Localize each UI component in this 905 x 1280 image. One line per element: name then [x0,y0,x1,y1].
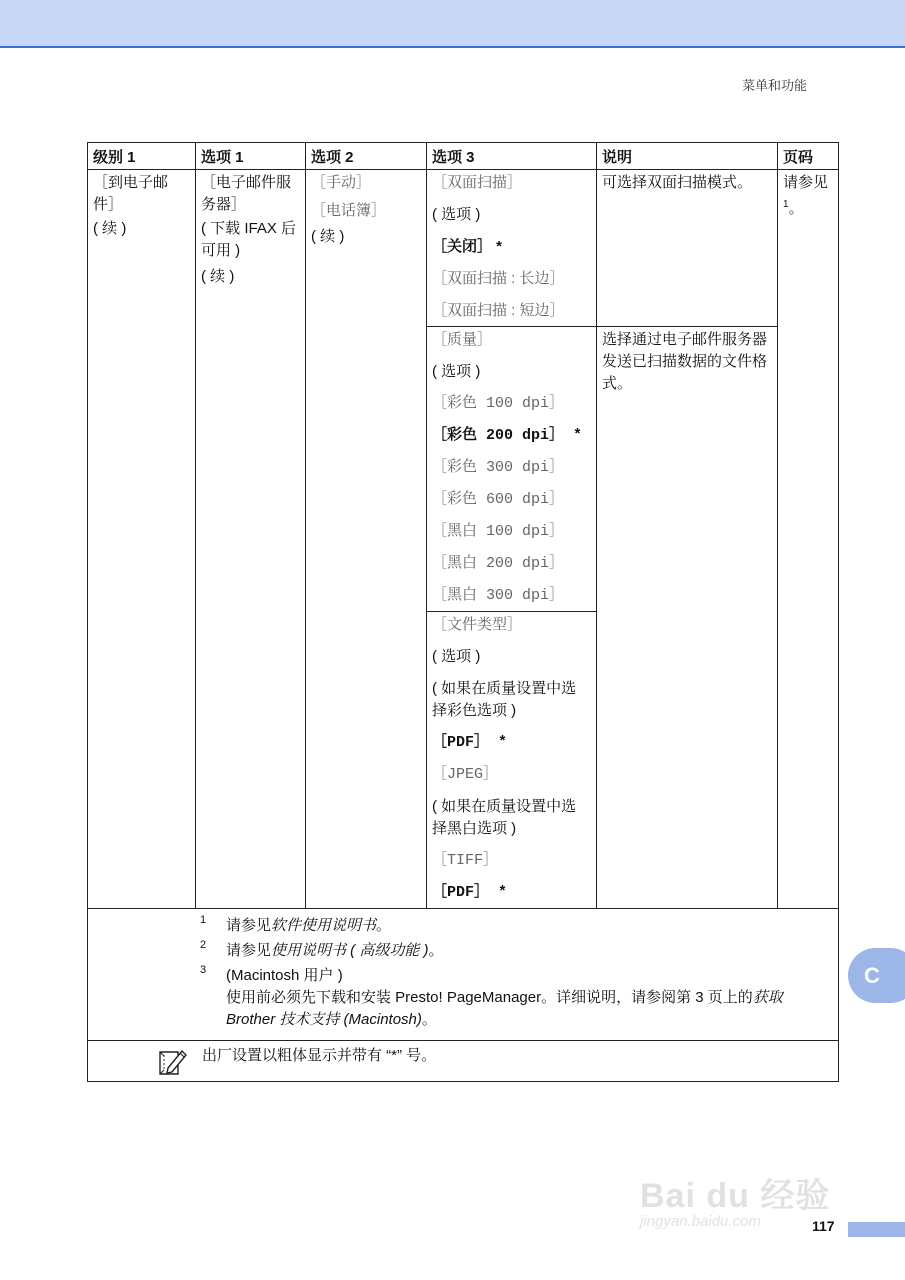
footnotes-row [88,909,839,1041]
note-text: 出厂设置以粗体显示并带有 “*” 号。 [202,1047,437,1064]
footnote-2-title: 使用说明书 ( 高级功能 ) [271,942,429,959]
filetype-pdf-default-color: ［PDF］ * [432,734,508,751]
page-ref-sup: 1 [783,199,789,210]
header-option1: 选项 1 [196,143,306,170]
quality-title: ［质量］ [432,331,493,348]
option3-filetype-cell [427,612,597,909]
note-row [88,1041,839,1082]
footnote-1-num: 1 [200,914,207,926]
header-option3: 选项 3 [427,143,597,170]
quality-color-300: ［彩色 300 dpi］ [432,459,565,476]
filetype-color-condition: ( 如果在质量设置中选择彩色选项 ) [432,680,577,719]
option1-continued: ( 续 ) [201,268,235,285]
page-ref-text: 请参见 [783,174,829,191]
appendix-tab: C [848,948,905,1003]
quality-options-label: ( 选项 ) [432,363,481,380]
footnote-1 [200,915,833,937]
footnote-1-title: 软件使用说明书 [271,917,377,934]
option1-cell [196,170,306,909]
footnote-3-line2: 使用前必须先下载和安装 Presto! PageManager。详细说明，请参阅第 3 页上的 [226,989,753,1006]
section-title: 菜单和功能 [741,78,807,93]
note-pencil-icon [156,1046,188,1078]
quality-bw-100: ［黑白 100 dpi］ [432,523,565,540]
quality-bw-200: ［黑白 200 dpi］ [432,555,565,572]
header-option2: 选项 2 [306,143,427,170]
option2-manual: ［手动］ [311,174,372,191]
table-header-row [88,143,839,170]
footnote-2-num: 2 [200,939,207,951]
duplex-description: 可选择双面扫描模式。 [597,170,778,327]
filetype-jpeg: ［JPEG］ [432,766,499,783]
footnote-3-title: 获取 Brother 技术支持 (Macintosh) [226,989,783,1028]
footnote-3 [200,965,833,1031]
level1-to-email: ［到电子邮件］ [93,174,169,213]
footnote-2 [200,940,833,962]
footnote-3-num: 3 [200,964,207,976]
note-cell [88,1041,839,1082]
watermark-logo: Bai du 经验 [640,1177,831,1215]
top-banner [0,0,905,48]
duplex-short-edge: ［双面扫描 : 短边］ [432,302,565,319]
option1-ifax-note: ( 下载 IFAX 后可用 ) [201,220,297,259]
option3-quality-cell [427,327,597,612]
quality-color-100: ［彩色 100 dpi］ [432,395,565,412]
page-number: 117 [812,1218,835,1234]
option2-address-book: ［电话簿］ [311,202,387,219]
page-ref-cell [778,170,839,909]
page-number-bar [848,1222,905,1237]
footnote-3-line1: (Macintosh 用户 ) [226,967,343,984]
footnote-1-post: 。 [376,917,392,934]
footnotes-cell [88,909,839,1041]
table-row-duplex [88,170,839,327]
footnote-1-pre: 请参见 [226,917,272,934]
duplex-off-default: ［关闭］ * [432,238,503,255]
duplex-long-edge: ［双面扫描 : 长边］ [432,270,565,287]
footnote-2-pre: 请参见 [226,942,272,959]
option2-continued: ( 续 ) [311,228,345,245]
filetype-options-label: ( 选项 ) [432,648,481,665]
filetype-pdf-default-bw: ［PDF］ * [432,884,508,901]
header-description: 说明 [597,143,778,170]
option1-email-server: ［电子邮件服务器］ [201,174,292,213]
filetype-title: ［文件类型］ [432,616,523,633]
footnote-3-post: 。 [421,1011,437,1028]
option2-cell [306,170,427,909]
level1-cell [88,170,196,909]
duplex-title: ［双面扫描］ [432,174,523,191]
header-level1: 级别 1 [88,143,196,170]
quality-color-600: ［彩色 600 dpi］ [432,491,565,508]
footnote-2-post: 。 [428,942,444,959]
quality-color-200-default: ［彩色 200 dpi］ * [432,427,583,444]
filetype-tiff: ［TIFF］ [432,852,499,869]
level1-continued: ( 续 ) [93,220,127,237]
quality-bw-300: ［黑白 300 dpi］ [432,587,565,604]
watermark-url: jingyan.baidu.com [640,1213,761,1230]
option3-duplex-cell [427,170,597,327]
menu-table [87,142,839,1082]
page-ref-end: 。 [788,200,804,217]
header-page: 页码 [778,143,839,170]
duplex-options-label: ( 选项 ) [432,206,481,223]
quality-description: 选择通过电子邮件服务器发送已扫描数据的文件格式。 [597,327,778,909]
filetype-bw-condition: ( 如果在质量设置中选择黑白选项 ) [432,798,577,837]
